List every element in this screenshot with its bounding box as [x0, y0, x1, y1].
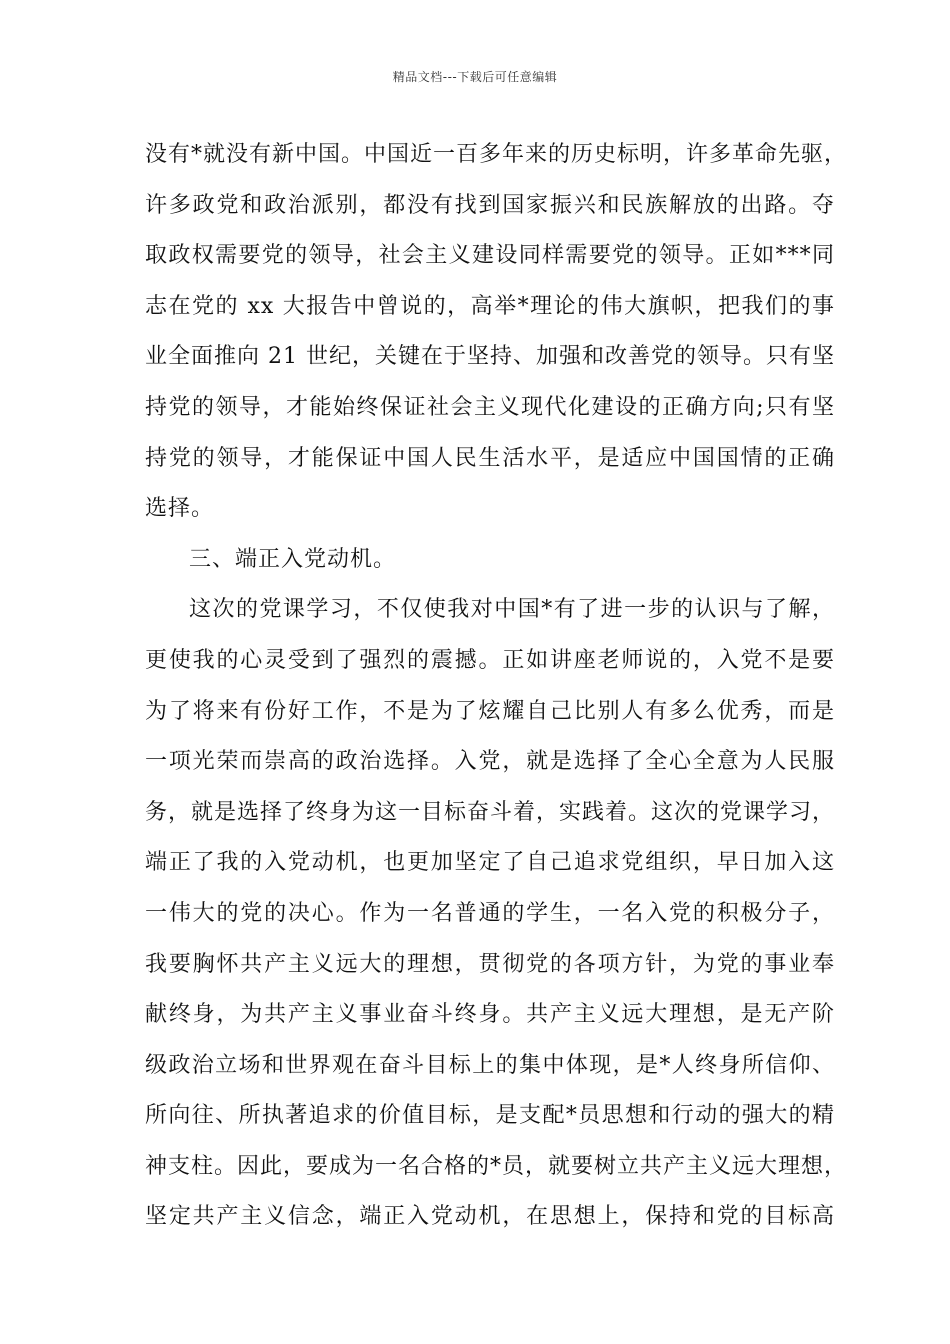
text-line: 持党的领导，才能保证中国人民生活水平，是适应中国国情的正确 — [145, 445, 835, 471]
text-line: 神支柱。因此，要成为一名合格的*员，就要树立共产主义远大理想， — [145, 1153, 848, 1179]
text-line: 更使我的心灵受到了强烈的震撼。正如讲座老师说的，入党不是要 — [145, 647, 835, 673]
text-line: 志在党的 xx 大报告中曾说的，高举*理论的伟大旗帜，把我们的事 — [145, 293, 835, 319]
section-heading — [145, 535, 835, 586]
text-line: 选择。 — [145, 496, 215, 522]
paragraph-2 — [145, 585, 848, 1243]
document-body — [145, 130, 848, 1243]
text-line: 坚定共产主义信念，端正入党动机，在思想上，保持和党的目标高 — [145, 1204, 835, 1230]
page-header: 精品文档---下载后可任意编辑 — [392, 70, 558, 84]
text-line: 持党的领导，才能始终保证社会主义现代化建设的正确方向;只有坚 — [145, 394, 835, 420]
text-line: 端正了我的入党动机，也更加坚定了自己追求党组织，早日加入这 — [145, 850, 835, 876]
text-line: 一项光荣而崇高的政治选择。入党，就是选择了全心全意为人民服 — [145, 749, 835, 775]
text-line: 一伟大的党的决心。作为一名普通的学生，一名入党的积极分子， — [145, 900, 835, 926]
text-line: 没有*就没有新中国。中国近一百多年来的历史标明，许多革命先驱， — [145, 142, 848, 167]
text-line: 许多政党和政治派别，都没有找到国家振兴和民族解放的出路。夺 — [145, 192, 835, 218]
text-line: 务，就是选择了终身为这一目标奋斗着，实践着。这次的党课学习， — [145, 799, 836, 825]
paragraph-1 — [145, 130, 848, 535]
text-line: 所向往、所执著追求的价值目标，是支配*员思想和行动的强大的精 — [145, 1103, 835, 1129]
section-heading-text: 三、端正入党动机。 — [189, 546, 397, 572]
text-line: 我要胸怀共产主义远大的理想，贯彻党的各项方针，为党的事业奉 — [145, 951, 835, 977]
text-line: 业全面推向 21 世纪，关键在于坚持、加强和改善党的领导。只有坚 — [145, 344, 835, 370]
text-line: 级政治立场和世界观在奋斗目标上的集中体现，是*人终身所信仰、 — [145, 1052, 835, 1078]
text-line: 这次的党课学习，不仅使我对中国*有了进一步的认识与了解， — [189, 597, 835, 623]
text-line: 献终身，为共产主义事业奋斗终身。共产主义远大理想，是无产阶 — [145, 1002, 835, 1028]
text-line: 为了将来有份好工作，不是为了炫耀自己比别人有多么优秀，而是 — [145, 698, 835, 724]
text-line: 取政权需要党的领导，社会主义建设同样需要党的领导。正如***同 — [145, 243, 835, 269]
